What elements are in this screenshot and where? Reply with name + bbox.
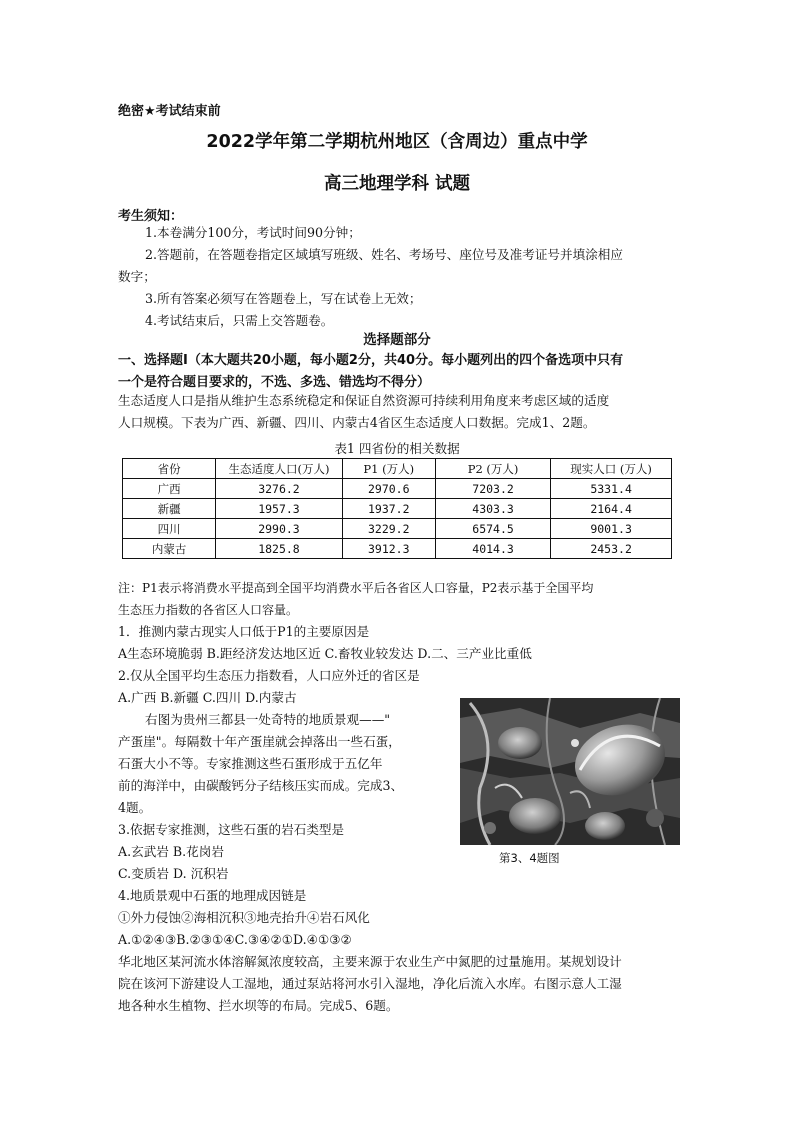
notice-item: 2.答题前，在答题卷指定区域填写班级、姓名、考场号、座位号及准考证号并填涂相应 <box>145 247 623 262</box>
table-header: 生态适度人口(万人) <box>216 459 342 479</box>
table-cell: 7203.2 <box>435 479 550 499</box>
table-cell: 四川 <box>123 519 216 539</box>
question-choices: ①外力侵蚀②海相沉积③地壳抬升④岩石风化 <box>118 910 370 925</box>
table-cell: 2164.4 <box>551 499 672 519</box>
question-options: C.变质岩 D. 沉积岩 <box>118 866 229 881</box>
secret-label: 绝密★考试结束前 <box>118 104 221 119</box>
table-cell: 内蒙古 <box>123 539 216 559</box>
table-row <box>123 499 672 519</box>
passage-text: 石蛋大小不等。专家推测这些石蛋形成于五亿年 <box>118 756 383 771</box>
exam-subtitle: 高三地理学科 试题 <box>323 174 471 194</box>
table-row <box>123 479 672 499</box>
table-note: 注：P1表示将消费水平提高到全国平均消费水平后各省区人口容量，P2表示基于全国平均 <box>118 581 594 595</box>
passage-text: 华北地区某河流水体溶解氮浓度较高，主要来源于农业生产中氮肥的过量施用。某规划设计 <box>118 954 622 969</box>
table-cell: 4014.3 <box>435 539 550 559</box>
question-stem: 3.依据专家推测，这些石蛋的岩石类型是 <box>118 822 345 837</box>
table-cell: 2990.3 <box>216 519 342 539</box>
table-header: 现实人口 (万人) <box>551 459 672 479</box>
table-cell: 1937.2 <box>342 499 435 519</box>
table-cell: 3276.2 <box>216 479 342 499</box>
table-note: 生态压力指数的各省区人口容量。 <box>118 603 299 617</box>
section-title: 选择题部分 <box>363 332 431 348</box>
table-header-row <box>123 459 672 479</box>
table-cell: 1825.8 <box>216 539 342 559</box>
table-cell: 1957.3 <box>216 499 342 519</box>
figure-caption: 第3、4题图 <box>499 851 560 865</box>
question-options: A.①②④③B.②③①④C.③④②①D.④①③② <box>118 932 352 947</box>
passage-text: 生态适度人口是指从维护生态系统稳定和保证自然资源可持续利用角度来考虑区域的适度 <box>118 393 610 408</box>
notice-item: 数字； <box>118 269 156 284</box>
table-cell: 3229.2 <box>342 519 435 539</box>
table-cell: 2453.2 <box>551 539 672 559</box>
data-table <box>122 458 672 559</box>
question-options: A.玄武岩 B.花岗岩 <box>118 844 224 859</box>
question-stem: 4.地质景观中石蛋的地理成因链是 <box>118 888 307 903</box>
geology-photo <box>460 698 680 845</box>
table-cell: 9001.3 <box>551 519 672 539</box>
table-cell: 新疆 <box>123 499 216 519</box>
table-cell: 广西 <box>123 479 216 499</box>
question-options: A.广西 B.新疆 C.四川 D.内蒙古 <box>118 690 297 705</box>
question-stem: 2.仅从全国平均生态压力指数看，人口应外迁的省区是 <box>118 668 420 683</box>
table-row <box>123 539 672 559</box>
question-options: A生态环境脆弱 B.距经济发达地区近 C.畜牧业较发达 D.二、三产业比重低 <box>118 646 532 661</box>
table-cell: 3912.3 <box>342 539 435 559</box>
passage-text: 人口规模。下表为广西、新疆、四川、内蒙古4省区生态适度人口数据。完成1、2题。 <box>118 415 596 430</box>
passage-text: 右图为贵州三都县一处奇特的地质景观——" <box>145 712 391 727</box>
notice-item: 1.本卷满分100分，考试时间90分钟； <box>145 225 361 240</box>
table-header: P1 (万人) <box>342 459 435 479</box>
exam-title: 2022学年第二学期杭州地区（含周边）重点中学 <box>206 132 588 152</box>
table-cell: 2970.6 <box>342 479 435 499</box>
notice-item: 3.所有答案必须写在答题卷上，写在试卷上无效； <box>145 291 422 306</box>
passage-text: 4题。 <box>118 800 152 815</box>
rock-egg-illustration <box>460 698 680 845</box>
notice-item: 4.考试结束后，只需上交答题卷。 <box>145 313 334 328</box>
table-cell: 6574.5 <box>435 519 550 539</box>
table-cell: 5331.4 <box>551 479 672 499</box>
passage-text: 产蛋崖"。每隔数十年产蛋崖就会掉落出一些石蛋， <box>118 734 401 749</box>
table-cell: 4303.3 <box>435 499 550 519</box>
section-instruction: 一个是符合题目要求的，不选、多选、错选均不得分） <box>118 375 431 390</box>
passage-text: 地各种水生植物、拦水坝等的布局。完成5、6题。 <box>118 998 399 1013</box>
table-header: 省份 <box>123 459 216 479</box>
passage-text: 前的海洋中，由碳酸钙分子结核压实而成。完成3、 <box>118 778 404 793</box>
table-caption: 表1 四省份的相关数据 <box>334 441 460 456</box>
passage-text: 院在该河下游建设人工湿地，通过泵站将河水引入湿地，净化后流入水库。右图示意人工湿 <box>118 976 622 991</box>
question-stem: 1．推测内蒙古现实人口低于P1的主要原因是 <box>118 624 370 639</box>
section-instruction: 一、选择题Ⅰ（本大题共20小题，每小题2分，共40分。每小题列出的四个备选项中只有 <box>118 353 624 368</box>
notice-heading: 考生须知： <box>118 209 184 224</box>
table-row <box>123 519 672 539</box>
table-header: P2 (万人) <box>435 459 550 479</box>
